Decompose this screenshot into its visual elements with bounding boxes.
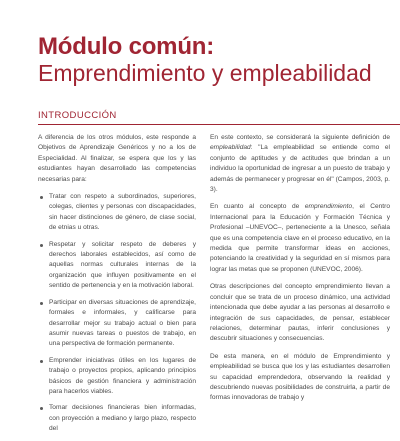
- emphasis-term: empleabilidad: [210, 144, 251, 152]
- list-item: Tomar decisiones financieras bien informadas, con proyección a mediano y largo plazo, respecto del: [38, 403, 196, 434]
- descriptions-paragraph: Otras descripciones del concepto emprendimiento llevan a concluir que se trata de un proceso dinámico, una actividad intencionada que debe ayudar a las personas al desarrollo e integración de sus capacidades, de pensar, establecer relaciones, determinar pautas, inferir conclusiones y descubrir situaciones y consecuencias.: [210, 283, 390, 343]
- page-title: Módulo común:: [38, 33, 215, 60]
- section-divider: [38, 124, 400, 125]
- emprendimiento-paragraph: [210, 202, 390, 275]
- paragraph-text: : "La empleabilidad se entiende como el conjunto de aptitudes y de actitudes que brindan a un individuo la oportunidad de ingresar a un puesto de trabajo y además de permanecer y progresar en él" (Campos, 2003, p. 3).: [210, 144, 390, 194]
- page-subtitle: Emprendimiento y empleabilidad: [38, 60, 372, 86]
- competencies-list: [38, 192, 196, 435]
- module-paragraph: De esta manera, en el módulo de Emprendimiento y empleabilidad se busca que los y las estudiantes desarrollen su capacidad emprendedora, observando la realidad y descubriendo nuevas posibilidades de construirla, a partir de formas innovadoras de trabajo y: [210, 352, 390, 402]
- list-item: Emprender iniciativas útiles en los lugares de trabajo o proyectos propios, aplicando principios básicos de gestión financiera y administración para hacerlos viables.: [38, 356, 196, 398]
- list-item: Tratar con respeto a subordinados, superiores, colegas, clientes y personas con discapacidades, sin hacer distinciones de género, de clase social, de etnias u otras.: [38, 192, 196, 234]
- right-column: [210, 133, 390, 411]
- paragraph-text: , el Centro Internacional para la Educación y Formación Técnica y Profesional –UNEVOC–, perteneciente a la Unesco, señala que es una competencia clave en el proceso educativo, en la medida que permite transformar ideas en acciones, potenciando la creatividad y la seguridad en sí mismos para lograr las metas que se proponen (UNEVOC, 2006).: [210, 203, 391, 273]
- list-item: Participar en diversas situaciones de aprendizaje, formales e informales, y calificarse para desarrollar mejor su trabajo actual o bien para asumir nuevas tareas o puestos de trabajo, en una perspectiva de formación permanente.: [38, 298, 196, 350]
- intro-paragraph: A diferencia de los otros módulos, este responde a Objetivos de Aprendizaje Genéricos y no a los de Especialidad. Al finalizar, se espera que los y las estudiantes hayan desarrollado las competencias necesarias para:: [38, 134, 196, 183]
- list-item: Respetar y solicitar respeto de deberes y derechos laborales establecidos, así como de aquellas normas culturales internas de la organización que influyen positivamente en el sentido de pertenencia y en la motivación laboral.: [38, 240, 196, 292]
- emphasis-term: emprendimiento: [304, 203, 353, 211]
- section-heading: INTRODUCCIÓN: [38, 110, 117, 121]
- paragraph-text: En cuanto al concepto de: [210, 203, 305, 211]
- paragraph-text: En este contexto, se considerará la siguiente definición de: [210, 134, 390, 141]
- left-column: [38, 133, 196, 441]
- definition-paragraph: [210, 133, 390, 195]
